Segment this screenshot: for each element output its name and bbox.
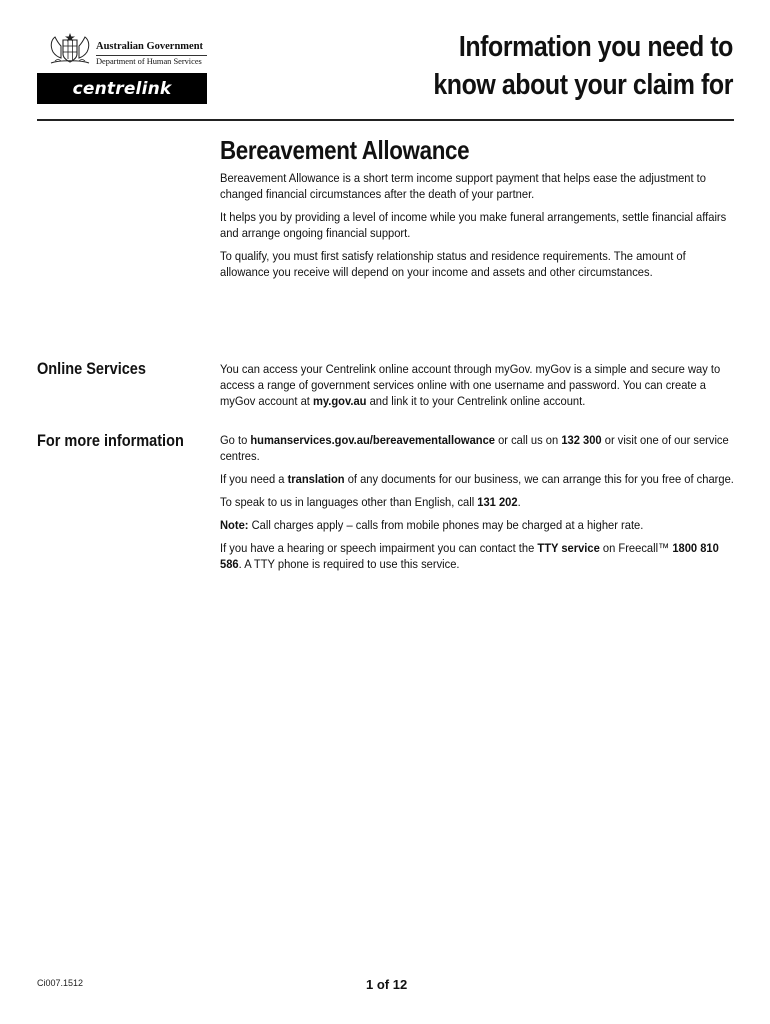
call-charges-note — [220, 517, 734, 533]
online-services-heading: Online Services — [37, 360, 146, 378]
government-name: Australian Government — [96, 41, 204, 52]
website-link[interactable]: humanservices.gov.au/bereavementallowance — [250, 433, 495, 447]
title-line-1: Information you need to — [458, 31, 733, 63]
logo-divider — [96, 55, 207, 56]
phone-number-tty: 1800 810 586 — [220, 541, 719, 571]
more-info-paragraph-5 — [220, 540, 734, 572]
more-info-paragraph-3 — [220, 494, 734, 510]
text-segment: Call charges apply – calls from mobile phones may be charged at a higher rate. — [248, 518, 644, 532]
intro-section — [220, 170, 734, 287]
brand-name: centrelink — [72, 78, 172, 99]
allowance-heading: Bereavement Allowance — [220, 135, 470, 165]
intro-paragraph-3: To qualify, you must first satisfy relationship status and residence requirements. The amount of allowance you receive will depend on your income and assets and other circumstances. — [220, 249, 686, 279]
more-information-heading: For more information — [37, 432, 184, 450]
text-segment: on Freecall™ — [599, 541, 673, 555]
header-divider — [37, 119, 734, 121]
text-segment: of any documents for our business, we can arrange this for you free of charge. — [344, 472, 734, 486]
text-segment: Go to — [220, 433, 251, 447]
department-name: Department of Human Services — [96, 57, 202, 66]
text-segment: . A TTY phone is required to use this service. — [238, 557, 460, 571]
mygov-link[interactable]: my.gov.au — [312, 394, 367, 408]
text-segment: If you need a — [220, 472, 288, 486]
online-text-b: and link it to your Centrelink online account. — [366, 394, 586, 408]
centrelink-brand-bar — [37, 73, 207, 104]
phone-number-enquiries: 132 300 — [561, 433, 602, 447]
form-code: Ci007.1512 — [37, 978, 84, 988]
phone-number-languages: 131 202 — [477, 495, 518, 509]
text-segment: If you have a hearing or speech impairment you can contact the — [220, 541, 538, 555]
text-segment: or call us on — [494, 433, 562, 447]
more-information-section — [220, 432, 734, 579]
coat-of-arms-icon — [47, 32, 93, 66]
online-text-a: You can access your Centrelink online account through myGov. myGov is a simple and secure way to access a range of government services online with one username and password. You can create a myGov account at — [220, 362, 721, 408]
text-segment: or visit one of our service centres. — [220, 433, 729, 463]
government-logo-block — [37, 30, 207, 105]
more-info-paragraph-1 — [220, 432, 734, 464]
more-info-paragraph-2 — [220, 471, 734, 487]
document-title — [363, 28, 733, 104]
note-label: Note: — [220, 518, 249, 532]
translation-term: translation — [287, 472, 345, 486]
text-segment: . — [517, 495, 521, 509]
online-services-paragraph — [220, 361, 734, 409]
intro-paragraph-1: Bereavement Allowance is a short term income support payment that helps ease the adjustment to changed financial circumstances after the death of your partner. — [220, 171, 706, 201]
tty-service-term: TTY service — [537, 541, 600, 555]
intro-paragraph-2: It helps you by providing a level of income while you make funeral arrangements, settle financial affairs and arrange ongoing financial support. — [220, 210, 727, 240]
text-segment: To speak to us in languages other than English, call — [220, 495, 478, 509]
title-line-2: know about your claim for — [433, 69, 733, 101]
online-services-section — [220, 361, 734, 416]
page-number: 1 of 12 — [366, 977, 408, 992]
